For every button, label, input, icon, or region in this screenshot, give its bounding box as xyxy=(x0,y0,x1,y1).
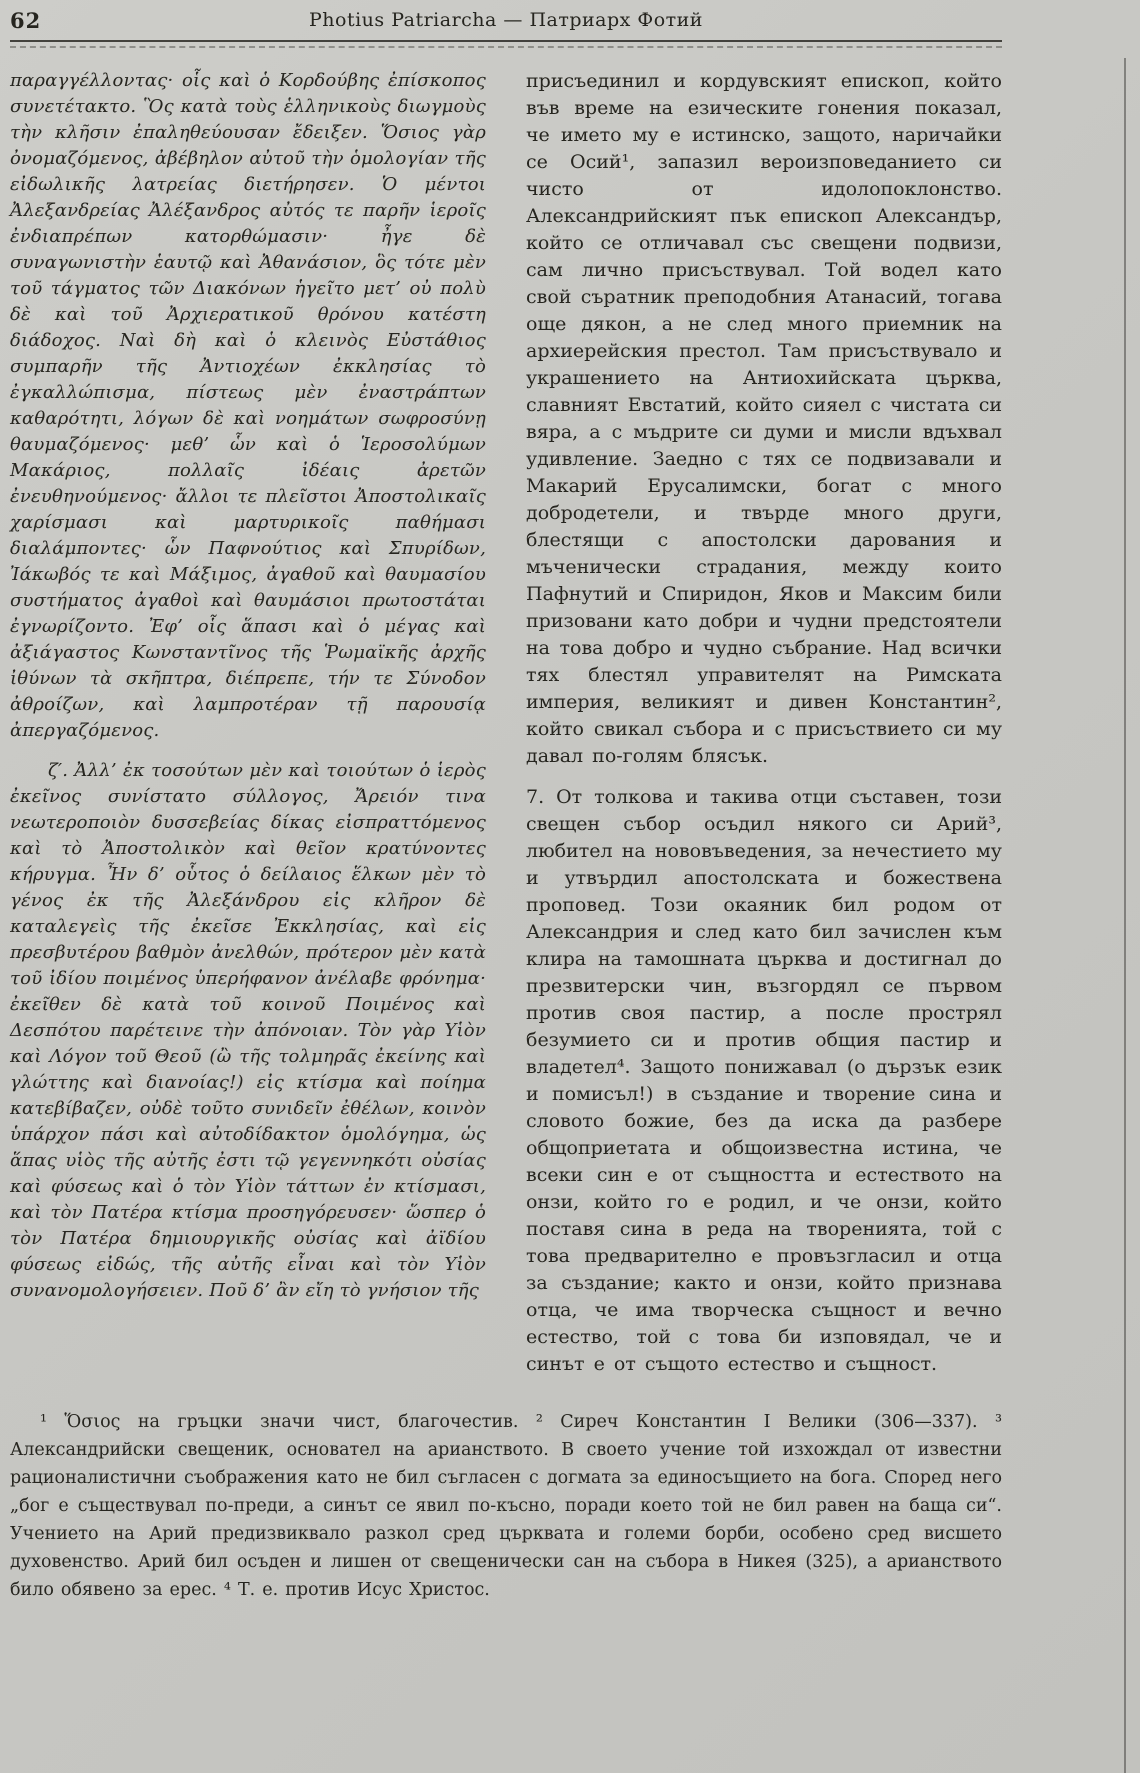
header-rule-dashed xyxy=(10,46,1002,48)
greek-column xyxy=(10,68,486,1304)
page-header xyxy=(10,8,1002,36)
page-number: 62 xyxy=(10,8,42,33)
footnote-1: ¹ Ὅσιος на гръцки значи чист, благочестив. xyxy=(40,1412,519,1432)
running-title: Photius Patriarcha — Патриарх Фотий xyxy=(309,9,703,31)
bulgarian-paragraph-2: 7. От толкова и такива отци съставен, този свещен събор осъдил някого си Арий³, любител на нововъведения, за нечестието му и утвърдил апостолската и божествена проповед. Този окаяник бил родом от Александрия и след като бил зачислен към клира на тамошната църква и достигнал до презвитерски чин, възгордял се първом против своя пастир, а после прострял безумието си и против общия пастир и владетел⁴. Защото понижавал (о дързък език и помисъл!) в създание и творение сина и словото божие, без да иска да разбере общоприетата и общоизвестна истина, че всеки син е от същността и естеството на онзи, който го е родил, и че онзи, който поставя сина в реда на творенията, той с това предварително е провъзгласил и отца за създание; както и онзи, който признава отца, че има творческа същност и вечно естество, той с това би изповядал, че и синът е от същото естество и същност. xyxy=(526,786,1002,1375)
text-columns xyxy=(10,68,1002,1378)
bulgarian-column xyxy=(526,68,1002,1378)
greek-paragraph-2: ζ′. Ἀλλ’ ἐκ τοσούτων μὲν καὶ τοιούτων ὁ ἱερὸς ἐκεῖνος συνίστατο σύλλογος, Ἄρειόν τινα νεωτεροποιὸν δυσσεβείας δίκας εἰσπραττόμενος καὶ τὸ Ἀποστολικὸν καὶ θεῖον κρατύνοντες κήρυγμα. Ἦν δ’ οὗτος ὁ δείλαιος ἕλκων μὲν τὸ γένος ἐκ τῆς Ἀλεξάνδρου εἰς κλῆρον δὲ καταλεγεὶς τῆς ἐκεῖσε Ἐκκλησίας, καὶ εἰς πρεσβυτέρου βαθμὸν ἀνελθών, πρότερον μὲν κατὰ τοῦ ἰδίου ποιμένος ὑπερήφανον ἀνέλαβε φρόνημα· ἐκεῖθεν δὲ κατὰ τοῦ κοινοῦ Ποιμένος καὶ Δεσπότου παρέτεινε τὴν ἀπόνοιαν. Τὸν γὰρ Υἱὸν καὶ Λόγον τοῦ Θεοῦ (ὢ τῆς τολμηρᾶς ἐκείνης καὶ γλώττης καὶ διανοίας!) εἰς κτίσμα καὶ ποίημα κατεβίβαζεν, οὐδὲ τοῦτο συνιδεῖν ἐθέλων, κοινὸν ὑπάρχον πάσι καὶ αὐτοδίδακτον ὁμολόγημα, ὡς ἅπας υἱὸς τῆς αὐτῆς ἐστι τῷ γεγεννηκότι οὐσίας καὶ φύσεως καὶ ὁ τὸν Υἱὸν τάττων ἐν κτίσμασι, καὶ τὸν Πατέρα κτίσμα προσηγόρευσεν· ὥσπερ ὁ τὸν Πατέρα δημιουργικῆς οὐσίας καὶ ἀϊδίου φύσεως εἰδώς, τῆς αὐτῆς εἶναι καὶ τὸν Υἱὸν συνανομολογήσειεν. Ποῦ δ’ ἂν εἴη τὸ γνήσιον τῆς xyxy=(10,760,486,1301)
footnote-2: ² Сиреч Константин I Велики (306—337). xyxy=(535,1412,978,1432)
header-rule xyxy=(10,40,1002,42)
footnotes-section xyxy=(10,1408,1002,1604)
scan-edge-artifact xyxy=(1124,58,1126,1773)
greek-paragraph-1: παραγγέλλοντας· οἷς καὶ ὁ Κορδούβης ἐπίσκοπος συνετέτακτο. Ὃς κατὰ τοὺς ἑλληνικοὺς διωγμοὺς τὴν κλῆσιν ἐπαληθεύουσαν ἔδειξεν. Ὅσιος γὰρ ὀνομαζόμενος, ἀβέβηλον αὐτοῦ τὴν ὁμολογίαν τῆς εἰδωλικῆς λατρείας διετήρησεν. Ὁ μέντοι Ἀλεξανδρείας Ἀλέξανδρος αὐτός τε παρῆν ἱεροῖς ἐνδιαπρέπων κατορθώμασιν· ἦγε δὲ συναγωνιστὴν ἑαυτῷ καὶ Ἀθανάσιον, ὃς τότε μὲν τοῦ τάγματος τῶν Διακόνων ἡγεῖτο μετ’ οὐ πολὺ δὲ καὶ τοῦ Ἀρχιερατικοῦ θρόνου κατέστη διάδοχος. Ναὶ δὴ καὶ ὁ κλεινὸς Εὐστάθιος συμπαρῆν τῆς Ἀντιοχέων ἐκκλησίας τὸ ἐγκαλλώπισμα, πίστεως μὲν ἐναστράπτων καθαρότητι, λόγων δὲ καὶ νοημάτων σωφροσύνῃ θαυμαζόμενος· μεθ’ ὧν καὶ ὁ Ἱεροσολύμων Μακάριος, πολλαῖς ἰδέαις ἀρετῶν ἐνευθηνούμενος· ἄλλοι τε πλεῖστοι Ἀποστολικαῖς χαρίσμασι καὶ μαρτυρικοῖς παθήμασι διαλάμποντες· ὧν Παφνούτιος καὶ Σπυρίδων, Ἰάκωβός τε καὶ Μάξιμος, ἀγαθοῦ καὶ θαυμασίου συστήματος ἀγαθοὶ καὶ θαυμάσιοι πρωτοστάται ἐγνωρίζοντο. Ἐφ’ οἷς ἅπασι καὶ ὁ μέγας καὶ ἀξιάγαστος Κωνσταντῖνος τῆς Ῥωμαϊκῆς ἀρχῆς ἰθύνων τὰ σκῆπτρα, διέπρεπε, τήν τε Σύνοδον ἀθροίζων, καὶ λαμπροτέραν τῇ παρουσίᾳ ἀπεργαζόμενος. xyxy=(10,70,486,741)
footnote-4: ⁴ Т. е. против Исус Христос. xyxy=(223,1580,490,1600)
bulgarian-paragraph-1: присъединил и кордувският епископ, който във време на езическите гонения показал, че името му е истинско, защото, наричайки се Осий¹, запазил вероизповеданието си чисто от идолопоклонство. Александрийският пък епископ Александър, който се отличавал със свещени подвизи, сам лично присъствувал. Той водел като свой съратник преподобния Атанасий, тогава още дякон, а не след много приемник на архиерейския престол. Там присъствувало и украшението на Антиохийската църква, славният Евстатий, който сияел с чистата си вяра, а с мъдрите си думи и мисли вдъхвал удивление. Заедно с тях се подвизавали и Макарий Ерусалимски, богат с много добродетели, и твърде много други, блестящи с апостолски дарования и мъченически страдания, между които Пафнутий и Спиридон, Яков и Максим били призовани като добри и чудни предстоятели на това добро и чудно събрание. Над всички тях блестял управителят на Римската империя, великият и дивен Константин², който свикал събора и с присъствието си му давал по-голям блясък. xyxy=(526,70,1002,767)
footnotes-paragraph xyxy=(10,1408,1002,1604)
footnote-3: ³ Александрийски свещеник, основател на арианството. В своето учение той изхождал от известни рационалистични съображения като не бил съгласен с догмата за единосъщието на бога. Според него „бог е съществувал по-преди, а синът се явил по-късно, поради което той не бил равен на баща си“. Учението на Арий предизвиквало разкол сред църквата и големи борби, особено сред висшето духовенство. Арий бил осъден и лишен от свещенически сан на събора в Никея (325), а арианството било обявено за ерес. xyxy=(10,1412,1002,1600)
